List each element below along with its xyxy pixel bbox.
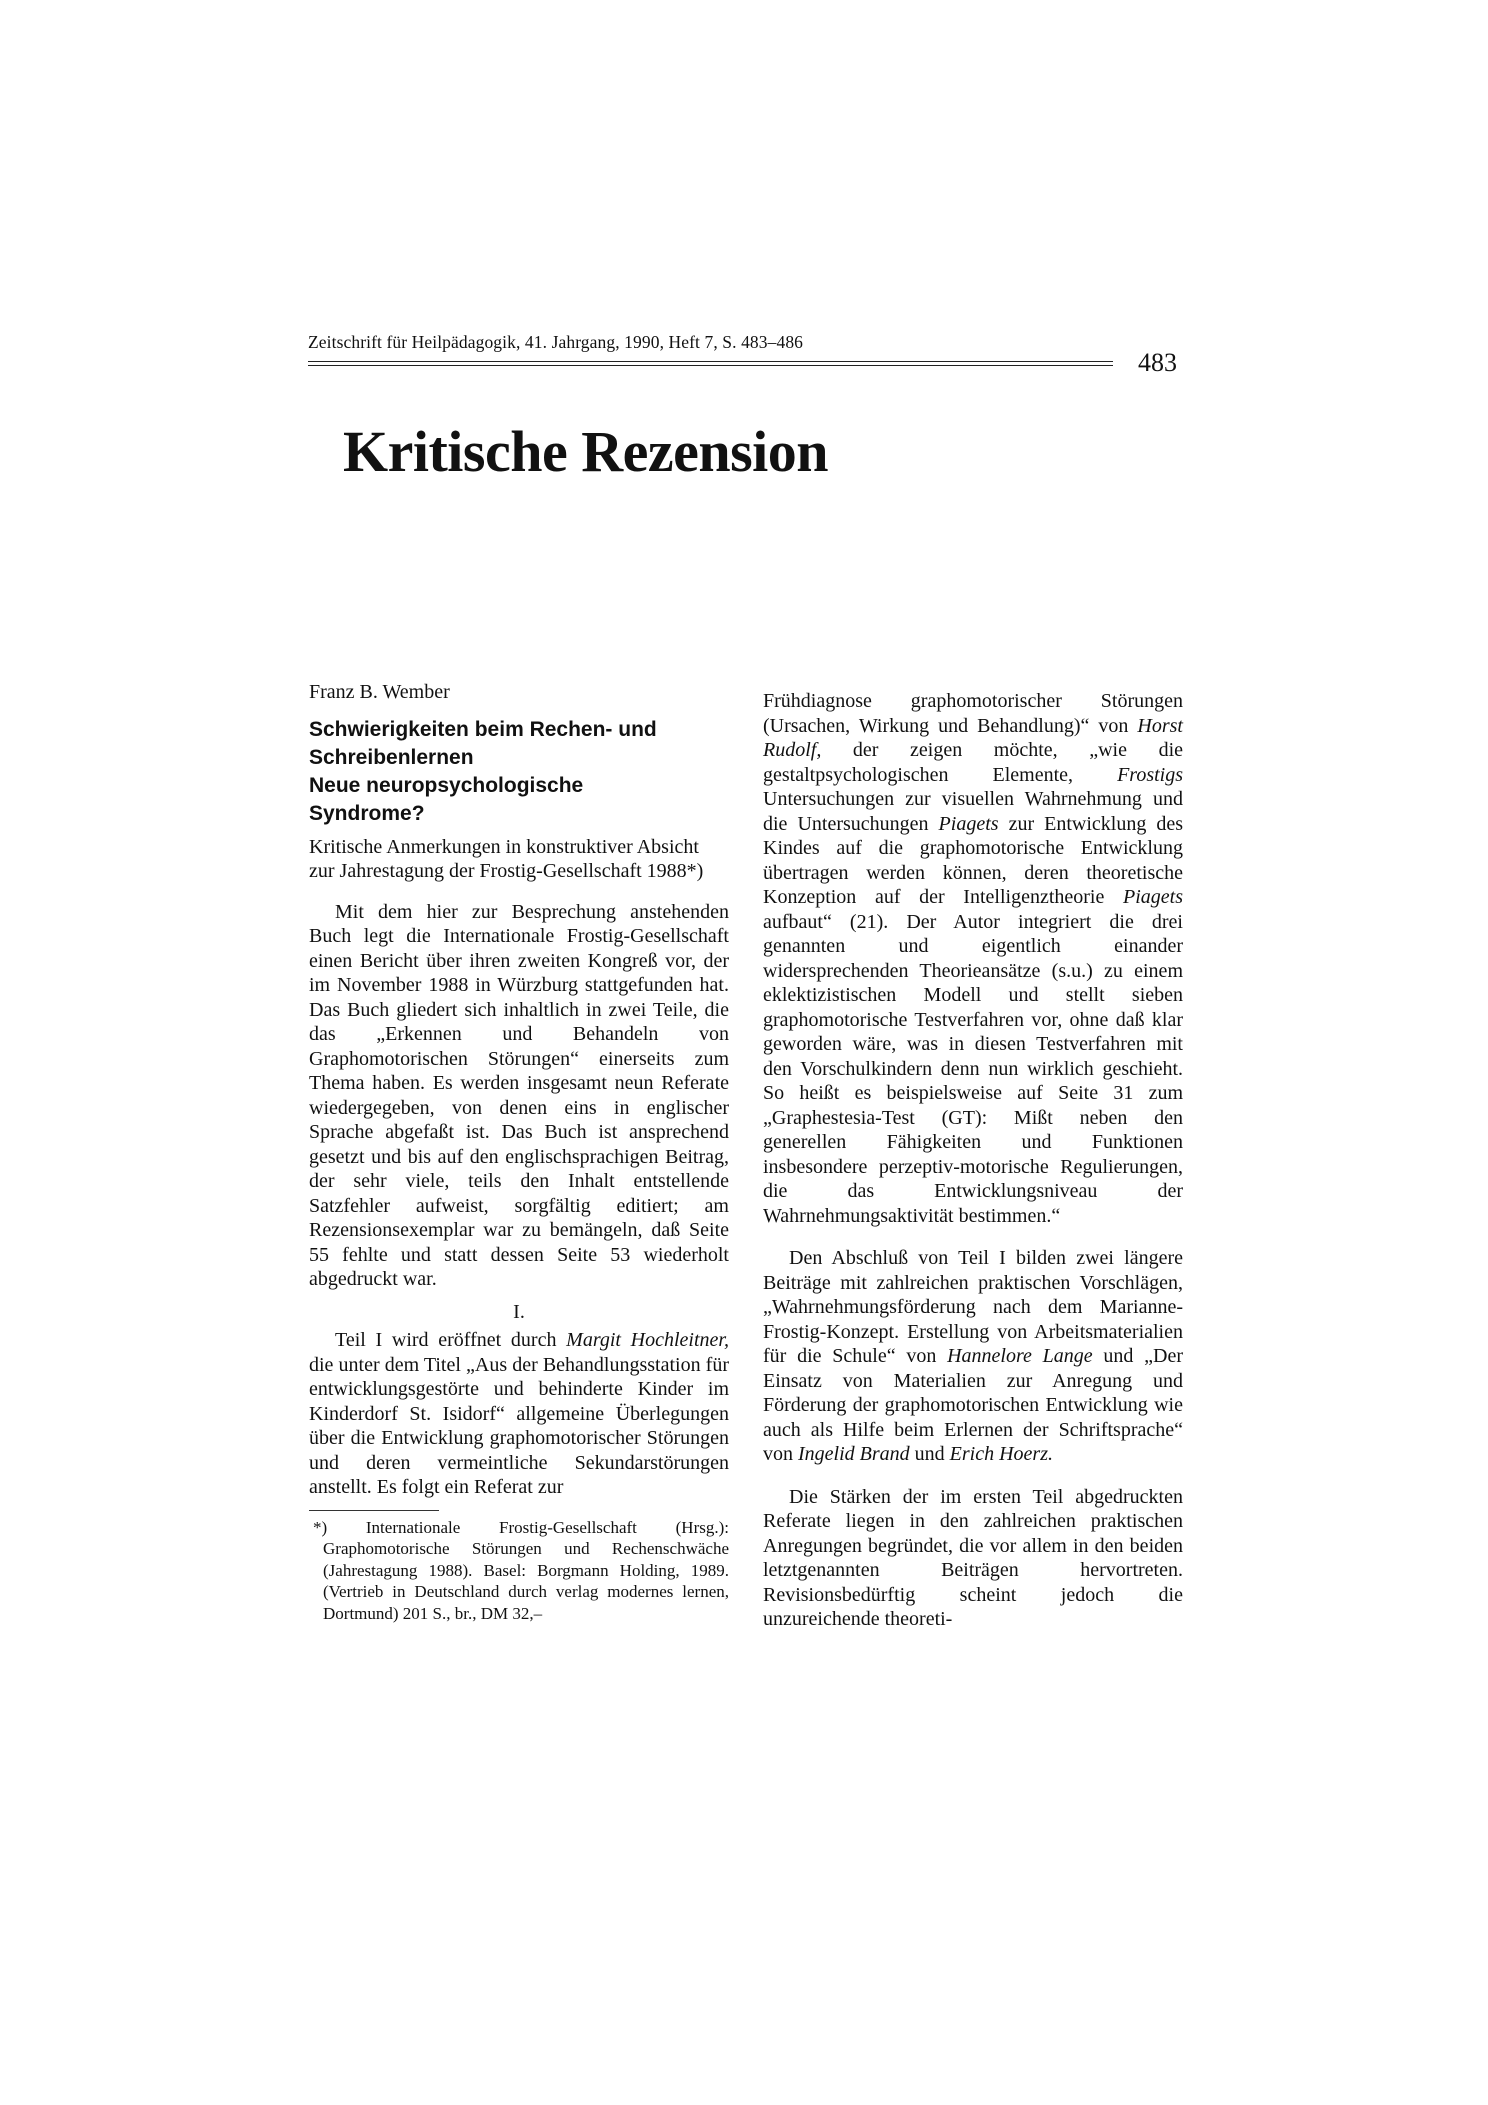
page-title: Kritische Rezension (343, 419, 829, 484)
body-paragraph (763, 689, 1183, 1228)
body-paragraph: Mit dem hier zur Besprechung anstehenden Buch legt die Internationale Frostig-Gesellschaft einen Bericht über ihren zweiten Kongreß vor, der im November 1988 in Würzburg stattgefunden hat. Das Buch gliedert sich inhaltlich in zwei Teile, die das „Erkennen und Behandeln von Graphomotorischen Störungen“ einerseits zum Thema haben. Es werden insgesamt neun Referate wiedergegeben, von denen eins in englischer Sprache abgefaßt ist. Das Buch ist ansprechend gesetzt und bis auf den englischsprachigen Beitrag, der sehr viele, teils den Inhalt entstellende Satzfehler aufweist, sorgfältig editiert; am Rezensionsexemplar war zu bemängeln, daß Seite 55 fehlte und statt dessen Seite 53 wiederholt abgedruckt war. (309, 900, 729, 1290)
body-paragraph: Die Stärken der im ersten Teil abgedruckten Referate liegen in den zahlreichen praktischen Anregungen begründet, die vor allem in den beiden letztgenannten Beiträgen hervortreten. Revisionsbedürftig scheint jedoch die unzureichende theoreti- (763, 1485, 1183, 1630)
text-run: aufbaut“ (21). Der Autor integriert die drei genannten und eigentlich einander widersprechenden Theorieansätze (s.u.) zu einem eklektizistischen Modell und stellt sieben graphomotorische Testverfahren vor, ohne daß klar geworden wäre, was in diesen Testverfahren mit den Vorschulkindern denn nun wirklich geschieht. So heißt es beispielsweise auf Seite 31 zum „Graphestesia-Test (GT): Mißt neben den generellen Fähigkeiten und Funktionen insbesondere perzeptiv-motorische Regulierungen, die das Entwicklungsniveau der Wahrnehmungsaktivität bestimmen.“ (763, 910, 1183, 1227)
author-reference: Piagets (1123, 886, 1183, 908)
text-run: zur Entwicklung des Kindes auf die graphomotorische Entwicklung übertragen werden können, deren theoretische Konzeption auf der Intelligenztheorie (763, 812, 1183, 908)
article-title-line: Schreibenlernen (309, 745, 474, 769)
text-run: Den Abschluß von Teil I bilden zwei längere Beiträge mit zahlreichen praktischen Vorschlägen, „Wahrnehmungsförderung nach dem Marianne-Frostig-Konzept. Erstellung von Arbeitsmaterialien für die Schule“ von (763, 1247, 1183, 1367)
right-column (763, 689, 1183, 1632)
running-header: Zeitschrift für Heilpädagogik, 41. Jahrgang, 1990, Heft 7, S. 483–486 (308, 332, 804, 352)
author-reference: Hannelore Lange (947, 1345, 1093, 1367)
author-reference: Ingelid Brand (798, 1443, 910, 1465)
text-run: Untersuchungen zur visuellen Wahrnehmung und die Untersuchungen (763, 788, 1183, 835)
author-name: Franz B. Wember (309, 681, 450, 703)
page-number: 483 (1138, 348, 1177, 377)
body-paragraph (763, 1246, 1183, 1467)
text-run: Teil I wird eröffnet durch (335, 1329, 567, 1351)
footnote-rule (309, 1510, 439, 1511)
text-run: und (909, 1443, 950, 1465)
author-reference: Horst Rudolf, (763, 714, 1183, 761)
body-paragraph (309, 1328, 729, 1500)
section-numeral: I. (513, 1300, 525, 1323)
article-title-line: Syndrome? (309, 801, 425, 825)
author-reference: Frostigs (1117, 763, 1183, 786)
article-title-line: Neue neuropsychologische (309, 773, 584, 797)
text-run: die unter dem Titel „Aus der Behandlungsstation für entwicklungsgestörte und behinderte Kinder im Kinderdorf St. Isidorf“ allgemeine Überlegungen über die Entwicklung graphomotorischer Störungen und deren vermeintliche Sekundarstörungen anstellt. Es folgt ein Referat zur (309, 1353, 729, 1498)
text-run: Frühdiagnose graphomotorischer Störungen (Ursachen, Wirkung und Behandlung)“ von (763, 690, 1183, 737)
text-run: und „Der Einsatz von Materialien zur Anregung und Förderung der graphomotorischen Entwicklung wie auch als Hilfe beim Erlernen der Schriftsprache“ von (763, 1345, 1184, 1465)
text-run: der zeigen möchte, „wie die gestaltpsychologischen Elemente, (763, 739, 1183, 786)
header-rule (308, 361, 1113, 366)
footnote: *) Internationale Frostig-Gesellschaft (Hrsg.): Graphomotorische Störungen und Rechenschwäche (Jahrestagung 1988). Basel: Borgmann Holding, 1989. (Vertrieb in Deutschland durch verlag modernes lernen, Dortmund) 201 S., br., DM 32,– (313, 1517, 729, 1623)
author-reference: Margit Hochleitner, (566, 1329, 729, 1351)
article-title (309, 716, 729, 828)
article-subtitle: Kritische Anmerkungen in konstruktiver Absicht zur Jahrestagung der Frostig-Gesellschaft 1988*) (309, 835, 704, 882)
left-column (309, 680, 729, 1624)
author-reference: Piagets (938, 812, 999, 835)
author-reference: Erich Hoerz. (949, 1443, 1053, 1465)
article-title-line: Schwierigkeiten beim Rechen- und (309, 717, 657, 741)
